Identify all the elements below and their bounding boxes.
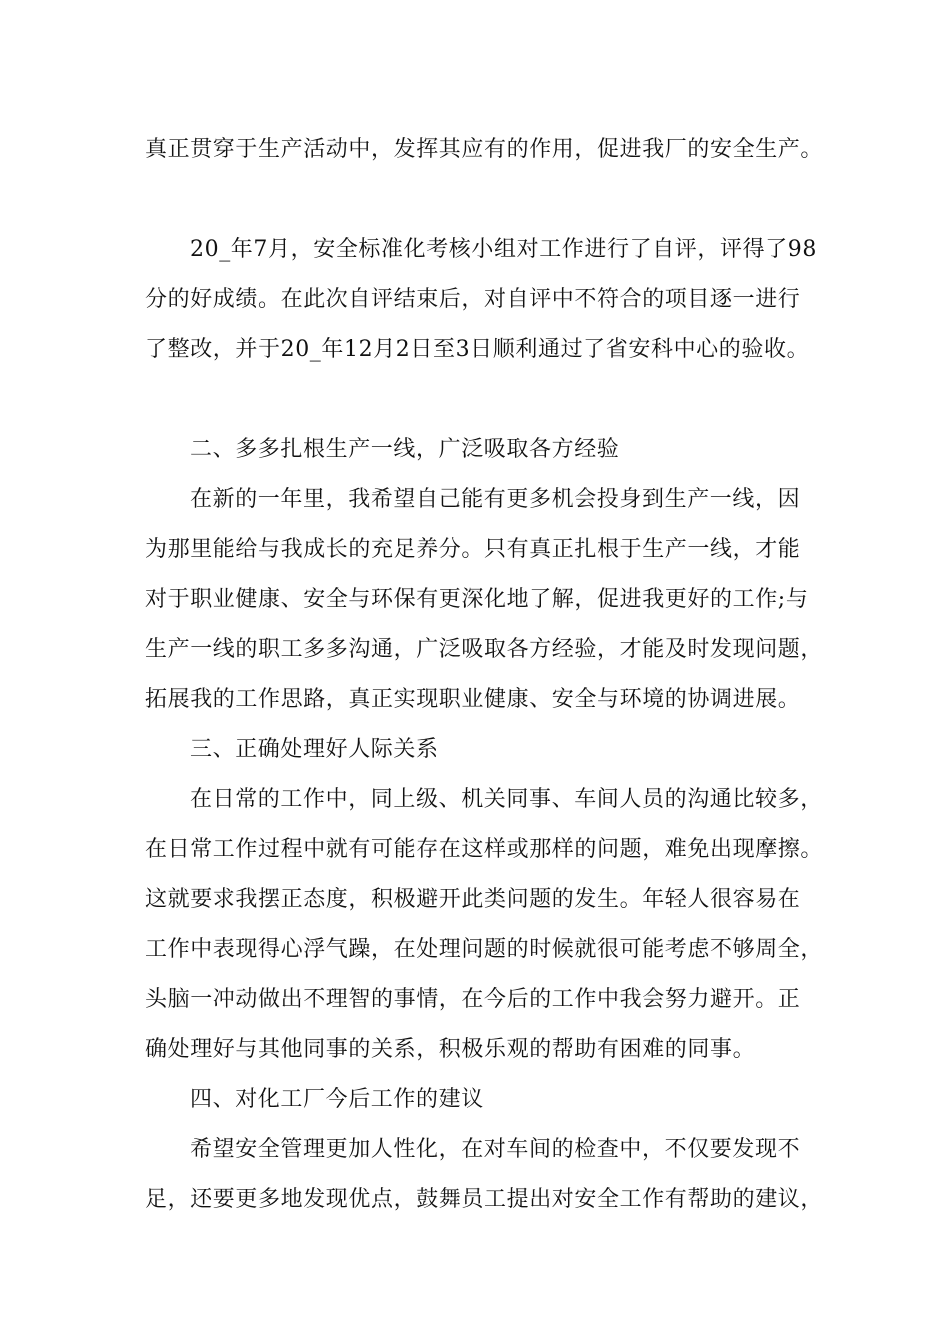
section-heading: 三、正确处理好人际关系 <box>190 737 439 762</box>
paragraph-line: 在日常的工作中，同上级、机关同事、车间人员的沟通比较多， <box>190 787 823 812</box>
paragraph-line: 这就要求我摆正态度，积极避开此类问题的发生。年轻人很容易在 <box>145 887 801 912</box>
paragraph-line: 工作中表现得心浮气躁，在处理问题的时候就很可能考虑不够周全， <box>145 937 824 962</box>
paragraph-line: 希望安全管理更加人性化，在对车间的检查中，不仅要发现不 <box>190 1137 801 1162</box>
paragraph-line: 确处理好与其他同事的关系，积极乐观的帮助有困难的同事。 <box>145 1037 756 1062</box>
paragraph-line: 在新的一年里，我希望自己能有更多机会投身到生产一线，因 <box>190 487 801 512</box>
paragraph-line: 真正贯穿于生产活动中，发挥其应有的作用，促进我厂的安全生产。 <box>145 137 824 162</box>
paragraph-line: 分的好成绩。在此次自评结束后，对自评中不符合的项目逐一进行 <box>145 287 801 312</box>
paragraph-line: 为那里能给与我成长的充足养分。只有真正扎根于生产一线，才能 <box>145 537 801 562</box>
paragraph-line: 了整改，并于20_年12月2日至3日顺利通过了省安科中心的验收。 <box>145 337 810 362</box>
section-heading: 二、多多扎根生产一线，广泛吸取各方经验 <box>190 437 620 462</box>
section-heading: 四、对化工厂今后工作的建议 <box>190 1087 484 1112</box>
paragraph-line: 头脑一冲动做出不理智的事情，在今后的工作中我会努力避开。正 <box>145 987 801 1012</box>
paragraph-line: 拓展我的工作思路，真正实现职业健康、安全与环境的协调进展。 <box>145 687 801 712</box>
paragraph-line: 对于职业健康、安全与环保有更深化地了解，促进我更好的工作;与 <box>145 587 809 612</box>
paragraph-line: 在日常工作过程中就有可能存在这样或那样的问题，难免出现摩擦。 <box>145 837 824 862</box>
paragraph-line: 20_年7月，安全标准化考核小组对工作进行了自评，评得了98 <box>190 237 817 262</box>
paragraph-line: 足，还要更多地发现优点，鼓舞员工提出对安全工作有帮助的建议， <box>145 1187 824 1212</box>
paragraph-line: 生产一线的职工多多沟通，广泛吸取各方经验，才能及时发现问题， <box>145 637 824 662</box>
